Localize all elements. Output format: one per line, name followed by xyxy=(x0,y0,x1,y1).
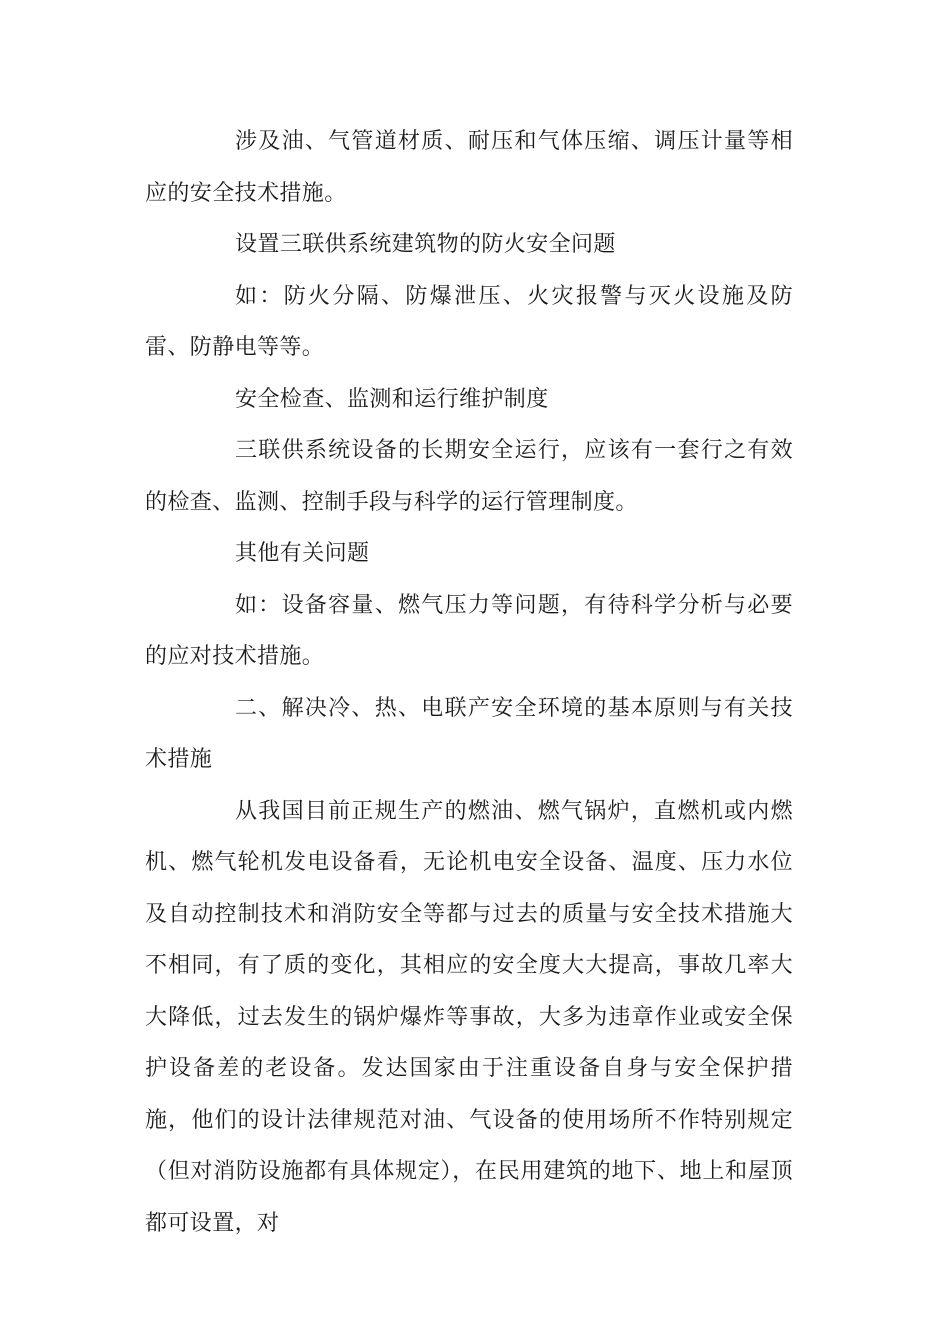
heading-inspection: 安全检查、监测和运行维护制度 xyxy=(235,386,549,412)
heading-fire-safety: 设置三联供系统建筑物的防火安全问题 xyxy=(235,232,616,257)
paragraph-other-issues: 如：设备容量、燃气压力等问题，有待科学分析与必要的应对技术措施。 xyxy=(145,592,793,669)
document-body xyxy=(145,116,793,1249)
paragraph-pipeline-safety: 涉及油、气管道材质、耐压和气体压缩、调压计量等相应的安全技术措施。 xyxy=(145,129,793,206)
heading-other-issues: 其他有关问题 xyxy=(235,541,370,566)
paragraph-fire-measures: 如：防火分隔、防爆泄压、火灾报警与灭火设施及防雷、防静电等等。 xyxy=(145,283,793,360)
paragraph-inspection: 三联供系统设备的长期安全运行，应该有一套行之有效的检查、监测、控制手段与科学的运行管理制度。 xyxy=(145,438,793,515)
paragraph-equipment-safety: 从我国目前正规生产的燃油、燃气锅炉，直燃机或内燃机、燃气轮机发电设备看，无论机电安全设备、温度、压力水位及自动控制技术和消防安全等都与过去的质量与安全技术措施大不相同，有了质的变化，其相应的安全度大大提高，事故几率大大降低，过去发生的锅炉爆炸等事故，大多为违章作业或安全保护设备差的老设备。发达国家由于注重设备自身与安全保护措施，他们的设计法律规范对油、气设备的使用场所不作特别规定（但对消防设施都有具体规定），在民用建筑的地下、地上和屋顶都可设置，对 xyxy=(145,798,793,1236)
section-heading-two: 二、解决冷、热、电联产安全环境的基本原则与有关技术措施 xyxy=(145,695,793,772)
